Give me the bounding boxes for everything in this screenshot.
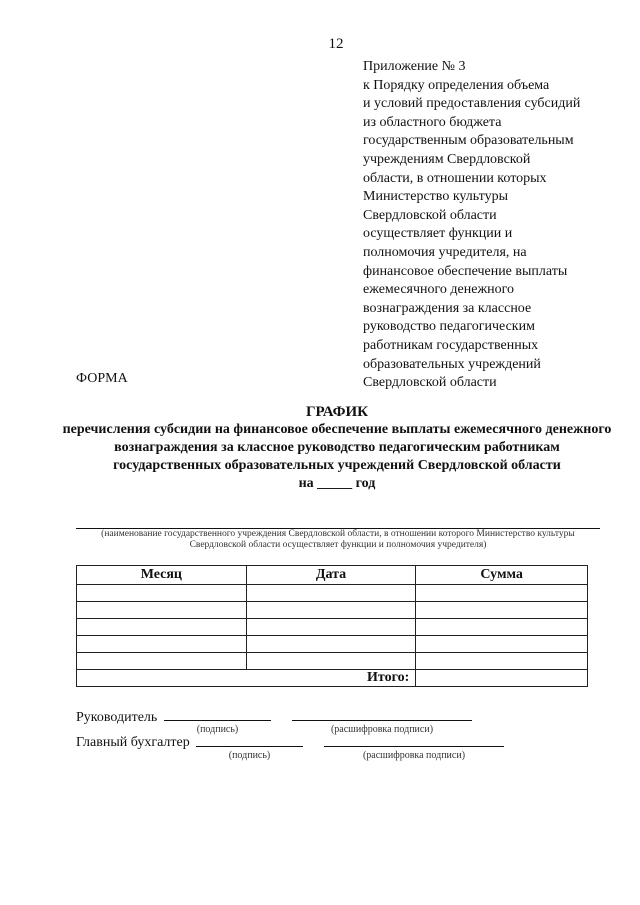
appendix-line: Свердловской области	[363, 207, 497, 223]
table-cell	[416, 636, 588, 653]
appendix-note	[363, 58, 633, 393]
total-label: Итого:	[77, 670, 416, 687]
appendix-line: полномочия учредителя, на	[363, 244, 527, 260]
table-cell	[246, 602, 416, 619]
head-signature-caption: (подпись)	[196, 724, 239, 735]
document-title-block	[60, 403, 614, 493]
table-row	[77, 636, 588, 653]
column-header-date: Дата	[246, 566, 416, 585]
appendix-line: Свердловской области	[363, 375, 497, 391]
appendix-line: Министерство культуры	[363, 189, 508, 205]
appendix-line: из областного бюджета	[363, 114, 502, 130]
appendix-line: Приложение № 3	[363, 59, 466, 74]
appendix-line: руководство педагогическим	[363, 319, 535, 335]
table-cell	[77, 636, 247, 653]
form-label: ФОРМА	[76, 371, 128, 386]
table-cell	[77, 619, 247, 636]
head-decoding-line	[292, 720, 472, 721]
table-cell	[416, 585, 588, 602]
table-row	[77, 602, 588, 619]
table-header-row	[77, 566, 588, 585]
head-signature-label: Руководитель	[76, 710, 158, 725]
total-row	[77, 670, 588, 687]
accountant-signature-label: Главный бухгалтер	[76, 735, 190, 750]
table-row	[77, 585, 588, 602]
accountant-decoding-line	[324, 746, 504, 747]
page-number: 12	[328, 36, 344, 52]
accountant-signature-line	[196, 746, 303, 747]
document-subtitle: перечисления субсидии на финансовое обеспечение выплаты ежемесячного денежного вознаграждения за классное руководство педагогическим работникам государственных образовательных учреждений Свердловской области	[62, 422, 612, 473]
table-cell	[246, 653, 416, 670]
appendix-line: финансовое обеспечение выплаты	[363, 263, 568, 279]
schedule-table	[76, 565, 588, 687]
table-cell	[416, 619, 588, 636]
appendix-line: области, в отношении которых	[363, 170, 547, 186]
document-title: ГРАФИК	[305, 404, 369, 420]
head-decoding-caption: (расшифровка подписи)	[330, 724, 434, 735]
column-header-amount: Сумма	[416, 566, 588, 585]
column-header-month: Месяц	[77, 566, 247, 585]
head-signature-line	[164, 720, 271, 721]
table-cell	[77, 602, 247, 619]
appendix-line: к Порядку определения объема	[363, 77, 550, 93]
appendix-line: осуществляет функции и	[363, 226, 513, 242]
total-value-cell	[416, 670, 588, 687]
table-cell	[77, 653, 247, 670]
table-cell	[246, 585, 416, 602]
year-line: на _____ год	[298, 476, 376, 491]
appendix-line: ежемесячного денежного	[363, 282, 515, 298]
accountant-decoding-caption: (расшифровка подписи)	[362, 750, 466, 761]
table-cell	[416, 602, 588, 619]
appendix-line: учреждениям Свердловской	[363, 151, 531, 167]
table-row	[77, 619, 588, 636]
table-row	[77, 653, 588, 670]
accountant-signature-caption: (подпись)	[228, 750, 271, 761]
org-name-caption: (наименование государственного учреждения Свердловской области, в отношении которого Министерство культуры Свердловской области осуществляет функции и полномочия учредителя)	[101, 529, 575, 550]
table-cell	[416, 653, 588, 670]
appendix-line: образовательных учреждений	[363, 356, 541, 372]
appendix-line: и условий предоставления субсидий	[363, 96, 581, 112]
table-cell	[77, 585, 247, 602]
appendix-line: работникам государственных	[363, 337, 539, 353]
appendix-line: государственным образовательным	[363, 133, 574, 149]
table-cell	[246, 636, 416, 653]
table-cell	[246, 619, 416, 636]
appendix-line: вознаграждения за классное	[363, 300, 532, 316]
